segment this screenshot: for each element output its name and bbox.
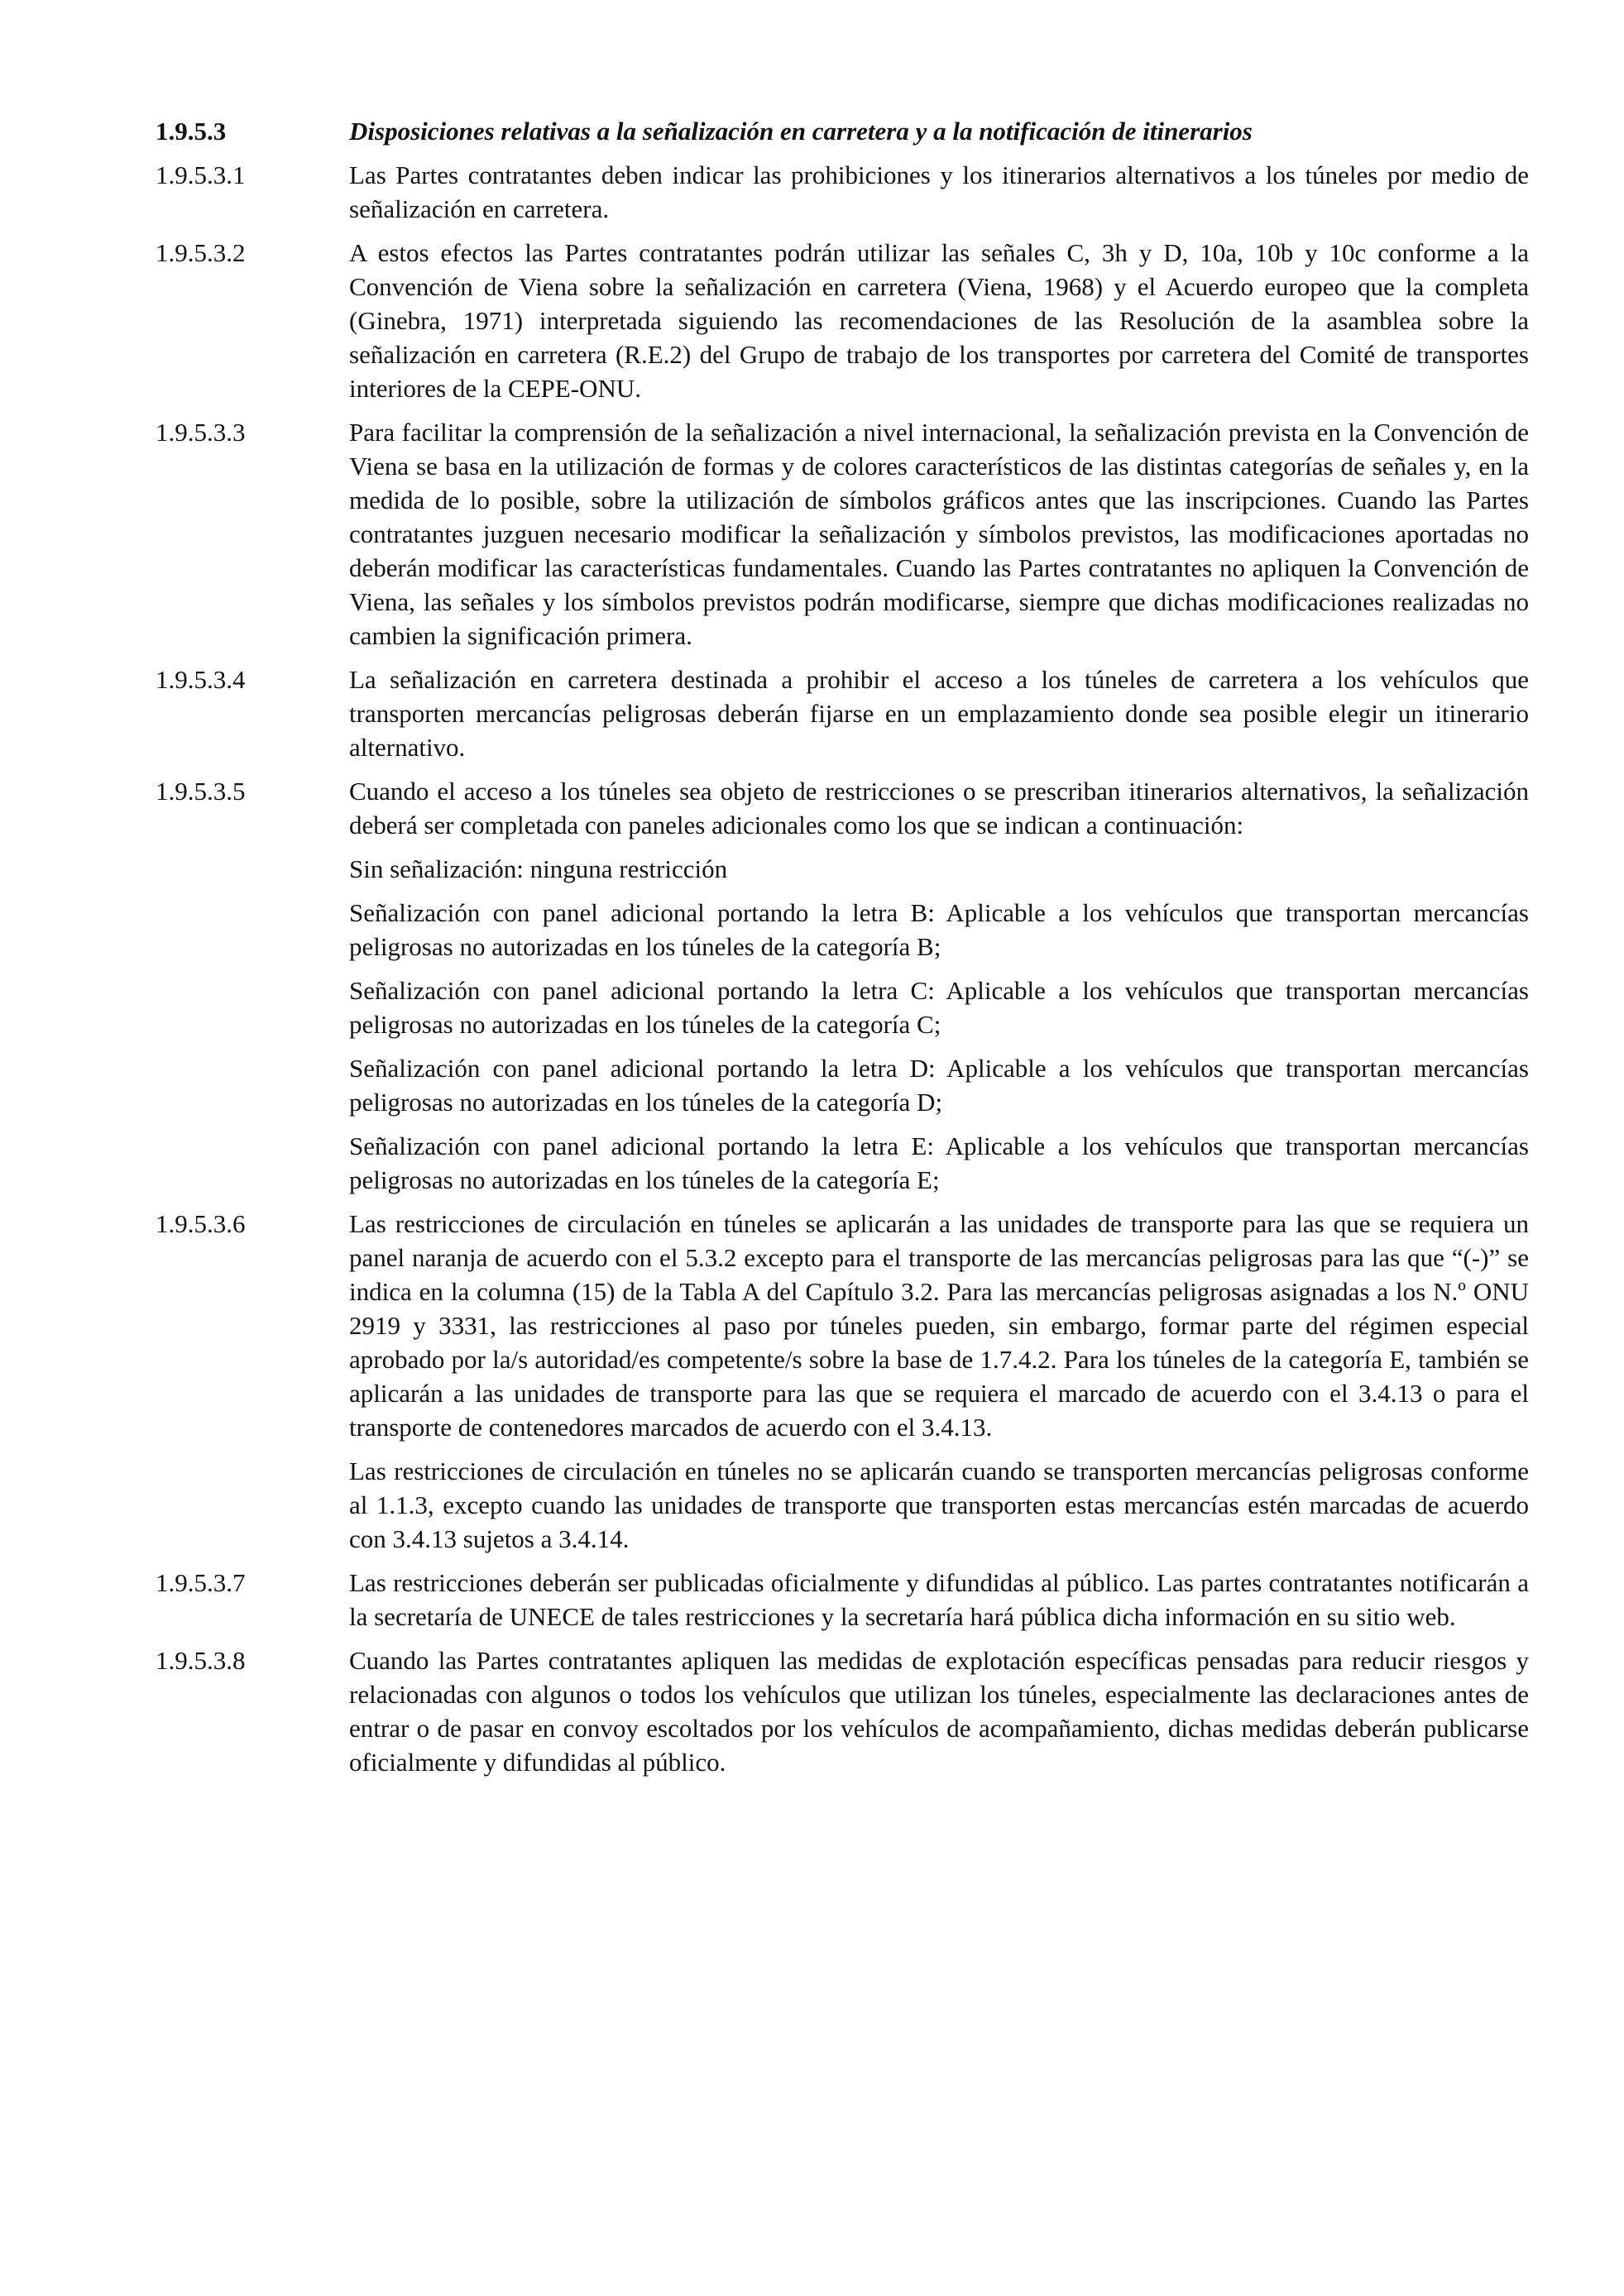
- section-title: Disposiciones relativas a la señalización en carretera y a la notificación de itinerarios: [349, 117, 1253, 146]
- paragraph-body: [349, 662, 1529, 764]
- signage-item-none: Sin señalización: ninguna restricción: [349, 854, 728, 883]
- paragraph-1-9-5-3-5: [156, 774, 1529, 1197]
- paragraph-1-9-5-3-6: [156, 1207, 1529, 1556]
- paragraph-number: 1.9.5.3.6: [156, 1209, 246, 1238]
- paragraph-number: 1.9.5.3.1: [156, 160, 246, 189]
- paragraph-body: [349, 1643, 1529, 1779]
- paragraph-number: 1.9.5.3.4: [156, 665, 246, 694]
- paragraph-text: Las restricciones deberán ser publicadas oficialmente y difundidas al público. Las partes contratantes notificarán a la secretaría de UNECE de tales restricciones y la secretaría hará pública dicha información en su sitio web.: [349, 1568, 1529, 1631]
- paragraph-text: Cuando las Partes contratantes apliquen las medidas de explotación específicas pensadas para reducir riesgos y relacionadas con algunos o todos los vehículos que utilizan los túneles, especialmente las declaraciones antes de entrar o de pasar en convoy escoltados por los vehículos de acompañamiento, dichas medidas deberán publicarse oficialmente y difundidas al público.: [349, 1646, 1529, 1777]
- paragraph-1-9-5-3-1: [156, 158, 1529, 226]
- paragraph-number: 1.9.5.3.3: [156, 418, 246, 447]
- paragraph-text: Las restricciones de circulación en túneles se aplicarán a las unidades de transporte para las que se requiera un panel naranja de acuerdo con el 5.3.2 excepto para el transporte de las mercancías peligrosas para las que “(-)” se indica en la columna (15) de la Tabla A del Capítulo 3.2. Para las mercancías peligrosas asignadas a los N.º ONU 2919 y 3331, las restricciones al paso por túneles pueden, sin embargo, formar parte del régimen especial aprobado por la/s autoridad/es competente/s sobre la base de 1.7.4.2. Para los túneles de la categoría E, también se aplicarán a las unidades de transporte para las que se requiera el marcado de acuerdo con el 3.4.13 o para el transporte de contenedores marcados de acuerdo con el 3.4.13.: [349, 1209, 1529, 1442]
- paragraph-body: [349, 774, 1529, 1197]
- paragraph-1-9-5-3-3: [156, 415, 1529, 653]
- paragraph-body: [349, 236, 1529, 405]
- signage-item-b: Señalización con panel adicional portando la letra B: Aplicable a los vehículos que transportan mercancías peligrosas no autorizadas en los túneles de la categoría B;: [349, 898, 1529, 961]
- paragraph-number: 1.9.5.3.7: [156, 1568, 246, 1597]
- paragraph-body: [349, 415, 1529, 653]
- paragraph-text: Cuando el acceso a los túneles sea objeto de restricciones o se prescriban itinerarios alternativos, la señalización deberá ser completada con paneles adicionales como los que se indican a continuación:: [349, 777, 1529, 839]
- section-number: 1.9.5.3: [156, 117, 227, 146]
- signage-item-d: Señalización con panel adicional portando la letra D: Aplicable a los vehículos que transportan mercancías peligrosas no autorizadas en los túneles de la categoría D;: [349, 1054, 1529, 1117]
- paragraph-text: A estos efectos las Partes contratantes podrán utilizar las señales C, 3h y D, 10a, 10b y 10c conforme a la Convención de Viena sobre la señalización en carretera (Viena, 1968) y el Acuerdo europeo que la completa (Ginebra, 1971) interpretada siguiendo las recomendaciones de las Resolución de la asamblea sobre la señalización en carretera (R.E.2) del Grupo de trabajo de los transportes por carretera del Comité de transportes interiores de la CEPE-ONU.: [349, 238, 1529, 403]
- paragraph-text: Las Partes contratantes deben indicar las prohibiciones y los itinerarios alternativos a los túneles por medio de señalización en carretera.: [349, 160, 1529, 223]
- paragraph-number: 1.9.5.3.5: [156, 777, 246, 806]
- paragraph-1-9-5-3-4: [156, 662, 1529, 764]
- paragraph-1-9-5-3-2: [156, 236, 1529, 405]
- paragraph-text: Las restricciones de circulación en túneles no se aplicarán cuando se transporten mercancías peligrosas conforme al 1.1.3, excepto cuando las unidades de transporte que transporten estas mercancías estén marcadas de acuerdo con 3.4.13 sujetos a 3.4.14.: [349, 1457, 1529, 1553]
- paragraph-number: 1.9.5.3.2: [156, 238, 246, 267]
- document-content: [156, 114, 1529, 1789]
- section-heading: [156, 114, 1529, 148]
- paragraph-body: [349, 1207, 1529, 1556]
- paragraph-text: La señalización en carretera destinada a prohibir el acceso a los túneles de carretera a los vehículos que transporten mercancías peligrosas deberán fijarse en un emplazamiento donde sea posible elegir un itinerario alternativo.: [349, 665, 1529, 762]
- paragraph-body: [349, 158, 1529, 226]
- paragraph-text: Para facilitar la comprensión de la señalización a nivel internacional, la señalización prevista en la Convención de Viena se basa en la utilización de formas y de colores característicos de las distintas categorías de señales y, en la medida de lo posible, sobre la utilización de símbolos gráficos antes que las inscripciones. Cuando las Partes contratantes juzguen necesario modificar la señalización y símbolos previstos, las modificaciones aportadas no deberán modificar las características fundamentales. Cuando las Partes contratantes no apliquen la Convención de Viena, las señales y los símbolos previstos podrán modificarse, siempre que dichas modificaciones realizadas no cambien la significación primera.: [349, 418, 1529, 650]
- paragraph-body: [349, 1566, 1529, 1634]
- signage-item-c: Señalización con panel adicional portando la letra C: Aplicable a los vehículos que transportan mercancías peligrosas no autorizadas en los túneles de la categoría C;: [349, 976, 1529, 1039]
- paragraph-1-9-5-3-7: [156, 1566, 1529, 1634]
- paragraph-number: 1.9.5.3.8: [156, 1646, 246, 1675]
- paragraph-1-9-5-3-8: [156, 1643, 1529, 1779]
- signage-item-e: Señalización con panel adicional portando la letra E: Aplicable a los vehículos que transportan mercancías peligrosas no autorizadas en los túneles de la categoría E;: [349, 1131, 1529, 1194]
